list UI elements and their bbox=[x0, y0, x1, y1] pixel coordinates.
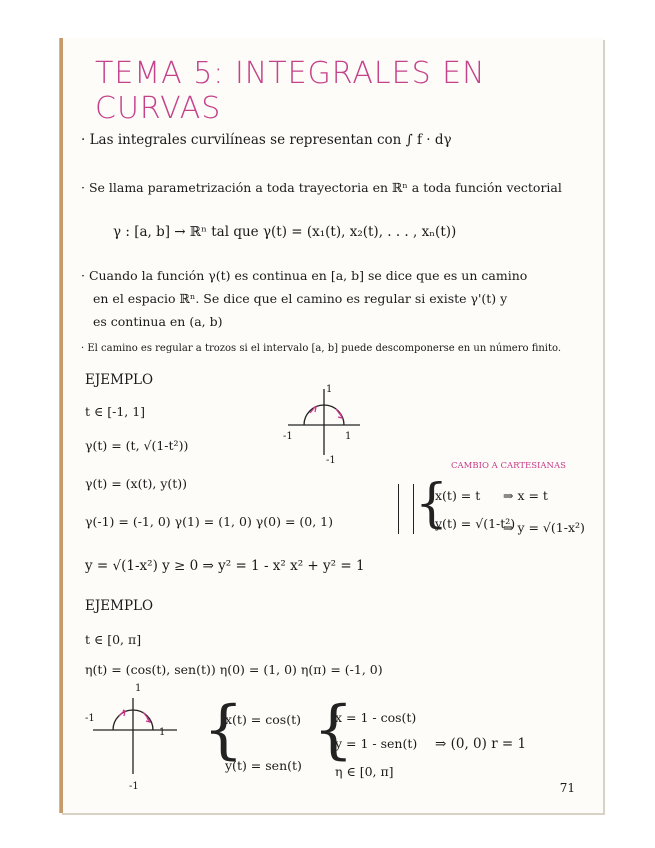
graph-1-right-label: 1 bbox=[345, 431, 352, 442]
bullet-camino-line3: es continua en (a, b) bbox=[93, 314, 223, 329]
graph-1-bottom-label: -1 bbox=[326, 455, 336, 466]
page-number: 71 bbox=[559, 781, 575, 795]
example-2-heading: EJEMPLO bbox=[85, 598, 154, 614]
brace-3: { bbox=[313, 693, 354, 767]
example-1-t-range: t ∈ [-1, 1] bbox=[85, 404, 146, 419]
cambio-cartesianas-label: CAMBIO A CARTESIANAS bbox=[451, 461, 566, 471]
example-1-heading: EJEMPLO bbox=[85, 372, 154, 388]
double-bar-separator bbox=[398, 484, 414, 534]
example-2-y-shift: y = 1 - sen(t) bbox=[335, 736, 418, 751]
graph-2-top-label: 1 bbox=[135, 683, 142, 694]
cartesian-x: x(t) = t bbox=[435, 488, 481, 503]
cartesian-y: y(t) = √(1-t²) bbox=[435, 516, 516, 531]
cartesian-x-result: ⇒ x = t bbox=[503, 488, 548, 503]
graph-1-left-label: -1 bbox=[283, 431, 293, 442]
cartesian-y-result: ⇒ y = √(1-x²) bbox=[503, 520, 585, 535]
example-1-gamma-components: γ(t) = (x(t), y(t)) bbox=[85, 476, 188, 491]
example-2-y: y(t) = sen(t) bbox=[225, 758, 302, 773]
example-2-eta: η(t) = (cos(t), sen(t)) η(0) = (1, 0) η(π) = (-1, 0) bbox=[85, 662, 383, 677]
example-2-result: ⇒ (0, 0) r = 1 bbox=[435, 736, 527, 752]
page-title: TEMA 5: INTEGRALES EN CURVAS bbox=[95, 56, 486, 126]
graph-2-bottom-label: -1 bbox=[129, 781, 139, 792]
brace-2: { bbox=[203, 693, 244, 767]
graph-2-right-label: 1 bbox=[159, 727, 166, 738]
bullet-camino: · Cuando la función γ(t) es continua en [a, b] se dice que es un camino bbox=[81, 268, 528, 283]
bullet-integrals: · Las integrales curvilíneas se representan con ∫ f · dγ bbox=[81, 132, 452, 148]
example-2-t-range: t ∈ [0, π] bbox=[85, 632, 142, 647]
notebook-page bbox=[60, 38, 603, 813]
bullet-parametrization: · Se llama parametrización a toda trayectoria en ℝⁿ a toda función vectorial bbox=[81, 180, 562, 195]
graph-2-left-label: -1 bbox=[85, 713, 95, 724]
example-1-semicircle-graph bbox=[288, 383, 368, 463]
example-2-x: x(t) = cos(t) bbox=[225, 712, 301, 727]
example-1-gamma: γ(t) = (t, √(1-t²)) bbox=[85, 438, 189, 453]
graph-1-top-label: 1 bbox=[326, 384, 333, 395]
brace-1: { bbox=[415, 474, 449, 534]
bullet-camino-line2: en el espacio ℝⁿ. Se dice que el camino es regular si existe γ'(t) y bbox=[93, 291, 508, 306]
example-1-equation: y = √(1-x²) y ≥ 0 ⇒ y² = 1 - x² x² + y² = 1 bbox=[85, 558, 365, 574]
example-1-points: γ(-1) = (-1, 0) γ(1) = (1, 0) γ(0) = (0, 1) bbox=[85, 514, 334, 529]
bullet-regular-trozos: · El camino es regular a trozos si el intervalo [a, b] puede descomponerse en un número finito. bbox=[81, 343, 562, 354]
example-2-x-shift: x = 1 - cos(t) bbox=[335, 710, 417, 725]
example-2-eta-range: η ∈ [0, π] bbox=[335, 764, 394, 779]
parametrization-definition: γ : [a, b] → ℝⁿ tal que γ(t) = (x₁(t), x₂(t), . . . , xₙ(t)) bbox=[113, 224, 457, 240]
example-2-semicircle-graph bbox=[93, 696, 183, 786]
